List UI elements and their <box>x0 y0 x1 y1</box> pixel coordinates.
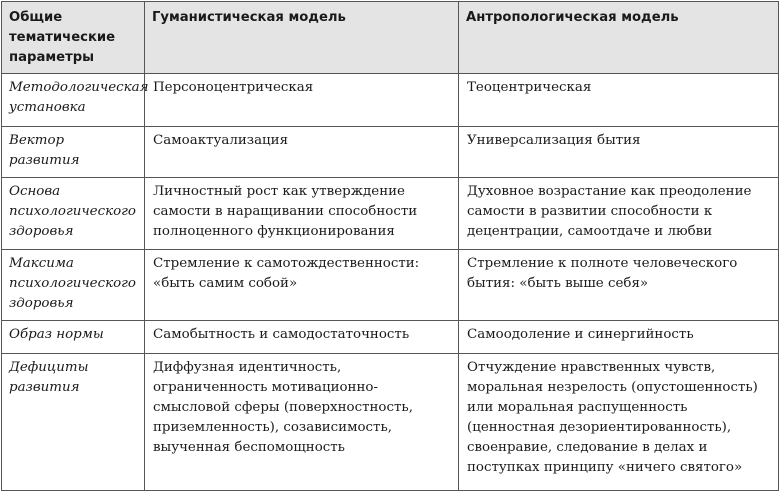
row-param: Основа психологического здоровья <box>2 178 145 250</box>
table-row <box>2 321 779 354</box>
comparison-table <box>1 1 779 491</box>
humanistic-cell: Личностный рост как утверждение самости в наращивании способности полноценного функционирования <box>145 178 459 250</box>
table-row <box>2 74 779 127</box>
row-param: Дефициты развития <box>2 354 145 491</box>
table-row <box>2 354 779 491</box>
humanistic-cell: Диффузная идентичность, ограниченность мотивационно-смысловой сферы (поверхностность, приземленность), созависимость, выученная беспомощность <box>145 354 459 491</box>
row-param: Вектор развития <box>2 127 145 178</box>
table-row <box>2 178 779 250</box>
anthropological-cell: Духовное возрастание как преодоление самости в развитии способности к децентрации, самоотдаче и любви <box>459 178 779 250</box>
row-param: Образ нормы <box>2 321 145 354</box>
anthropological-cell: Отчуждение нравственных чувств, моральная незрелость (опустошенность) или моральная распущенность (ценностная дезориентированность), своенравие, следование в делах и поступках принципу «ничего святого» <box>459 354 779 491</box>
humanistic-cell: Самоактуализация <box>145 127 459 178</box>
table-row <box>2 127 779 178</box>
anthropological-cell: Стремление к полноте человеческого бытия: «быть выше себя» <box>459 250 779 321</box>
humanistic-cell: Персоноцентрическая <box>145 74 459 127</box>
header-row <box>2 2 779 74</box>
header-anthropological-model: Антропологическая модель <box>459 2 779 74</box>
humanistic-cell: Стремление к самотождественности: «быть самим собой» <box>145 250 459 321</box>
row-param: Методологическая установка <box>2 74 145 127</box>
anthropological-cell: Теоцентрическая <box>459 74 779 127</box>
row-param: Максима психологического здоровья <box>2 250 145 321</box>
humanistic-cell: Самобытность и самодостаточность <box>145 321 459 354</box>
header-humanistic-model: Гуманистическая модель <box>145 2 459 74</box>
anthropological-cell: Универсализация бытия <box>459 127 779 178</box>
header-parameters: Общие тематические параметры <box>2 2 145 74</box>
table-row <box>2 250 779 321</box>
anthropological-cell: Самоодоление и синергийность <box>459 321 779 354</box>
